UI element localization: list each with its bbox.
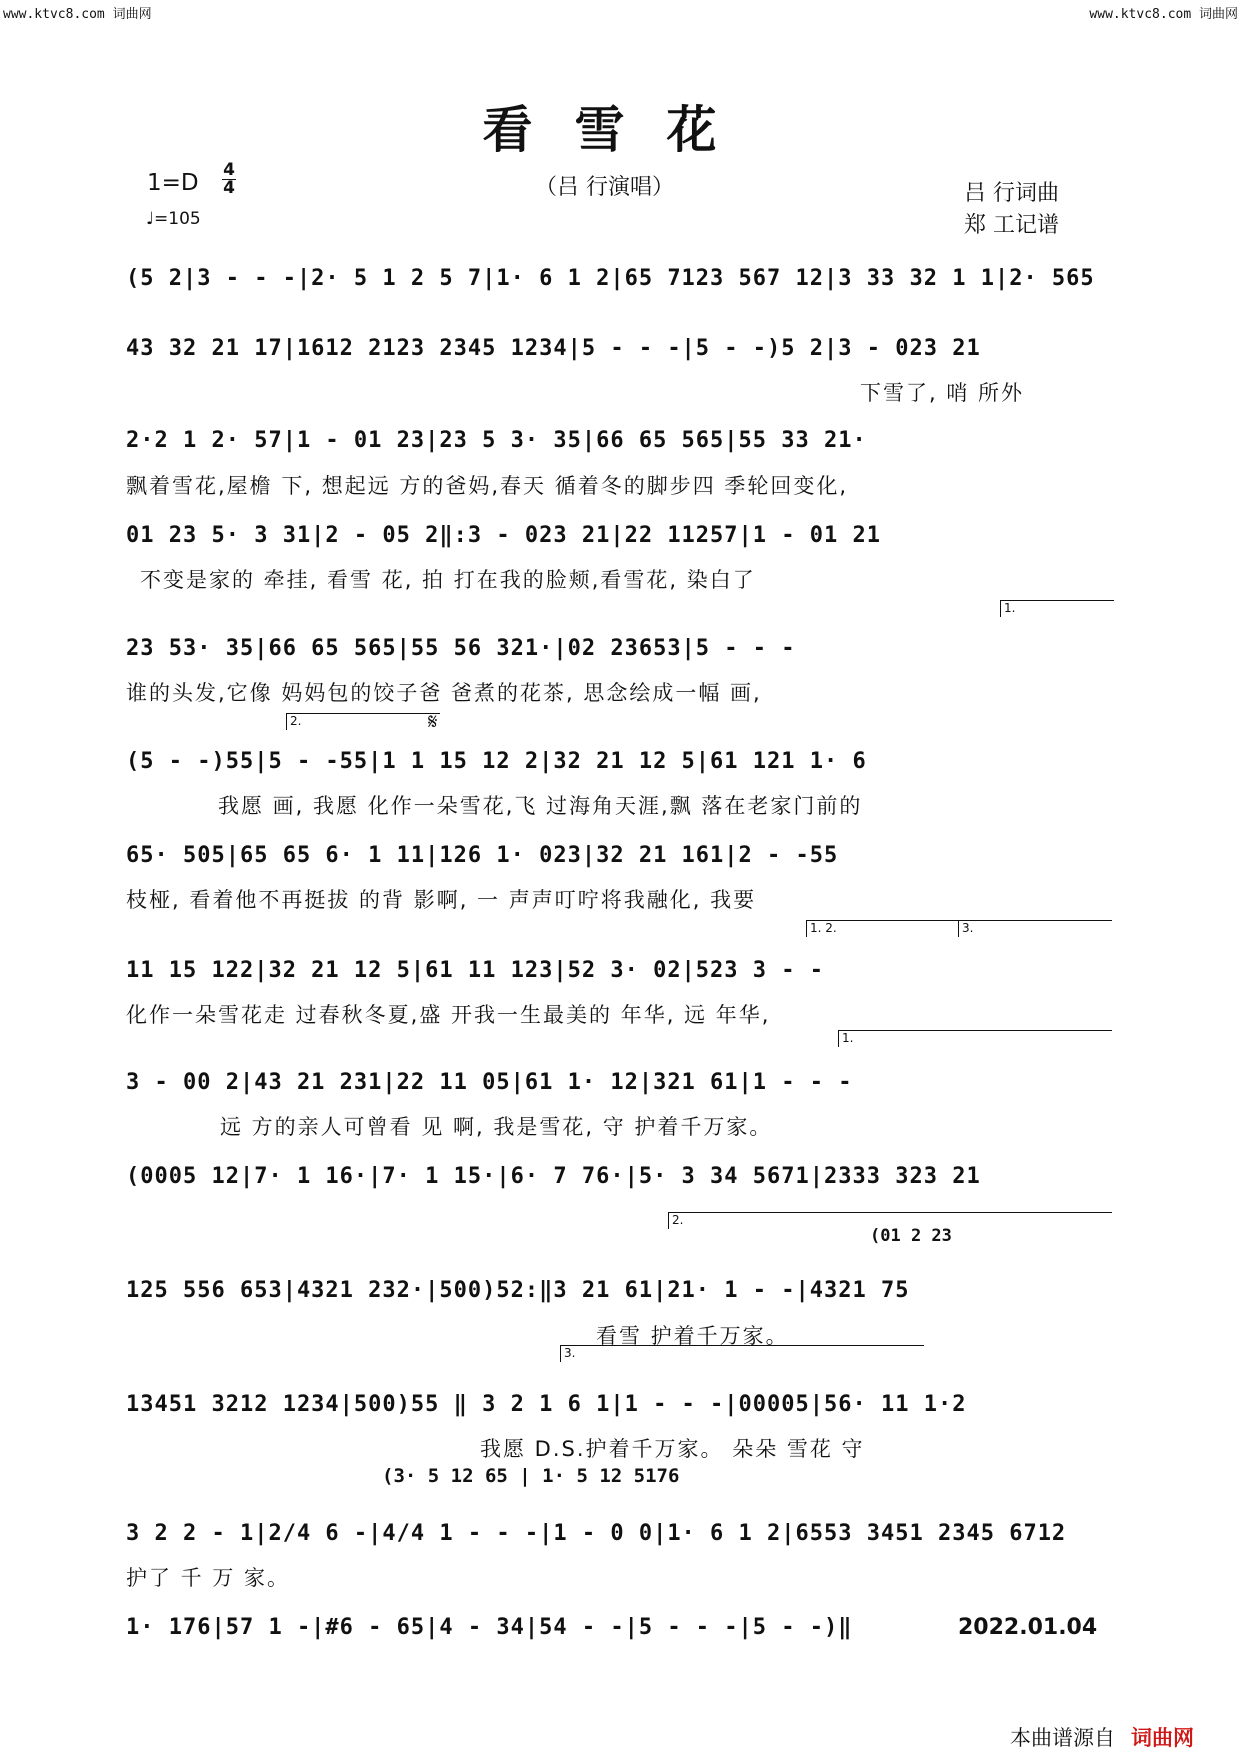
date-stamp: 2022.01.04 [958,1615,1098,1640]
tempo-mark: ♩=105 [146,209,201,229]
staff-line: 43 32 21 17|1612 2123 2345 1234|5 - - -|5 - -)5 2|3 - 023 21 [126,336,981,361]
performer-subtitle: （吕 行演唱） [535,175,674,200]
lyric-line: 谁的头发,它像 妈妈包的饺子爸 爸煮的花茶, 思念绘成一幅 画, [126,681,762,705]
staff-line: (5 - -)55|5 - -55|1 1 15 12 2|32 21 12 5|61 121 1· 6 [126,749,867,774]
watermark-right: www.ktvc8.com 词曲网 [1089,7,1238,22]
volta-3-b: 3. [560,1345,924,1362]
credit-transcriber: 郑 工记谱 [964,213,1059,238]
intro-fill: (3· 5 12 65 | 1· 5 12 5176 [382,1465,680,1487]
volta-3: 3. [958,920,1112,937]
credit-composer: 吕 行词曲 [964,181,1059,206]
lyric-line: 枝桠, 看着他不再挺拔 的背 影啊, 一 声声叮咛将我融化, 我要 [126,888,757,912]
volta-1-2: 1. 2. [806,920,960,937]
key-signature: 1=D [147,170,199,196]
song-title: 看雪花 [482,100,759,159]
lyric-line: 护了 千 万 家。 [126,1566,291,1590]
staff-line: 3 - 00 2|43 21 231|22 11 05|61 1· 12|321 61|1 - - - [126,1070,853,1095]
volta-1-b: 1. [838,1030,1112,1047]
staff-line: 65· 505|65 65 6· 1 11|126 1· 023|32 21 161|2 - -55 [126,843,839,868]
staff-line: 3 2 2 - 1|2/4 6 -|4/4 1 - - -|1 - 0 0|1· 6 1 2|6553 3451 2345 6712 [126,1521,1067,1546]
upper-fill: (01 2 23 [870,1226,952,1246]
volta-1: 1. [1000,600,1114,617]
time-top: 4 [223,160,235,180]
footer-text: 本曲谱源自 [1010,1726,1115,1750]
time-signature [222,162,236,197]
staff-line: 23 53· 35|66 65 565|55 56 321·|02 23653|5 - - - [126,636,796,661]
footer-site-link[interactable]: 词曲网 [1131,1726,1194,1750]
volta-2-b: 2. [668,1212,1112,1229]
staff-line: 1· 176|57 1 -|#6 - 65|4 - 34|54 - -|5 - - -|5 - -)‖ [126,1615,853,1640]
lyric-line: 看雪 护着千万家。 [596,1324,789,1348]
staff-line: 13451 3212 1234|500)55 ‖ 3 2 1 6 1|1 - - -|00005|56· 11 1·2 [126,1392,967,1417]
lyric-line: 不变是家的 牵挂, 看雪 花, 拍 打在我的脸颊,看雪花, 染白了 [140,568,756,592]
lyric-line: 下雪了, 哨 所外 [860,381,1025,405]
watermark-left: www.ktvc8.com 词曲网 [3,7,152,22]
staff-line: 2·2 1 2· 57|1 - 01 23|23 5 3· 35|66 65 565|55 33 21· [126,428,867,453]
footer-source [1010,1722,1194,1752]
volta-2: 2. [286,713,440,730]
staff-line: 01 23 5· 3 31|2 - 05 2‖:3 - 023 21|22 11257|1 - 01 21 [126,523,881,548]
credits [964,178,1059,242]
lyric-line: 远 方的亲人可曾看 见 啊, 我是雪花, 守 护着千万家。 [220,1115,773,1139]
lyric-line: 我愿 D.S.护着千万家。 朵朵 雪花 守 [480,1437,865,1461]
staff-line: 11 15 122|32 21 12 5|61 11 123|52 3· 02|523 3 - - [126,958,825,983]
lyric-line: 我愿 画, 我愿 化作一朵雪花,飞 过海角天涯,飘 落在老家门前的 [218,794,863,818]
staff-line: 125 556 653|4321 232·|500)52:‖3 21 61|21· 1 - -|4321 75 [126,1278,910,1303]
time-bottom: 4 [223,178,235,198]
staff-line: (5 2|3 - - -|2· 5 1 2 5 7|1· 6 1 2|65 7123 567 12|3 33 32 1 1|2· 565 [126,266,1095,291]
segno-sign: 𝄋 [428,710,438,735]
lyric-line: 化作一朵雪花走 过春秋冬夏,盛 开我一生最美的 年华, 远 年华, [126,1003,771,1027]
lyric-line: 飘着雪花,屋檐 下, 想起远 方的爸妈,春天 循着冬的脚步四 季轮回变化, [126,474,849,498]
staff-line: (0005 12|7· 1 16·|7· 1 15·|6· 7 76·|5· 3 34 5671|2333 323 21 [126,1164,981,1189]
